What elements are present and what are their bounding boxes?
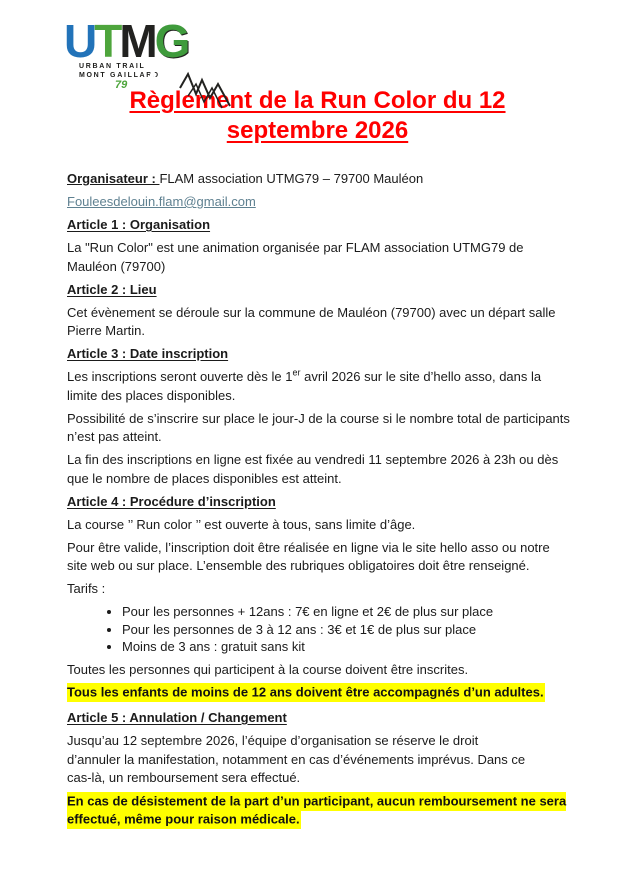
logo-subtitle-line2: MONT GAILLARD [79, 72, 160, 79]
article-3-paragraph-1 [67, 368, 570, 405]
organizer-value: FLAM association UTMG79 – 79700 Mauléon [159, 171, 424, 186]
article-3-heading: Article 3 : Date inscription [67, 346, 229, 361]
tarifs-label: Tarifs : [67, 581, 106, 596]
document-body [0, 170, 635, 829]
logo-letter-g: G [154, 15, 188, 67]
organizer-label: Organisateur : [67, 171, 160, 186]
tarif-item-children: • Pour les personnes de 3 à 12 ans : 3€ et 1€ de plus sur place [122, 621, 570, 639]
logo-subtitle-line1: URBAN TRAIL [79, 63, 146, 70]
logo-letter-t: T [94, 15, 120, 67]
logo-department-number: 79 [115, 79, 128, 91]
article-4-heading: Article 4 : Procédure d’inscription [67, 493, 276, 509]
article-2-paragraph: Cet évènement se déroule sur la commune de Mauléon (79700) avec un départ salle Pierre Martin. [67, 304, 556, 338]
highlighted-text-refund: En cas de désistement de la part d’un participant, aucun remboursement ne sera effectué, même pour raison médicale. [67, 792, 566, 830]
utmg-logo [64, 15, 204, 91]
logo-letter-u: U [64, 15, 95, 67]
article-3-paragraph-3: La fin des inscriptions en ligne est fixée au vendredi 11 septembre 2026 à 23h ou dès que le nombre de places disponibles est atteint. [67, 452, 559, 486]
tarif-item-under3: • Moins de 3 ans : gratuit sans kit [122, 638, 570, 656]
heartbeat-ekg-icon [138, 54, 234, 112]
email-line [67, 193, 570, 212]
article-3-paragraph-2: Possibilité de s’inscrire sur place le jour-J de la course si le nombre total de participants n’est pas atteint. [67, 410, 570, 444]
article-4-paragraph-2: Pour être valide, l’inscription doit être réalisée en ligne via le site hello asso ou notre site web ou sur place. L’ensemble des rubriques obligatoires doit être renseigné. [67, 539, 550, 573]
article-5-heading: Article 5 : Annulation / Changement [67, 710, 287, 725]
page-title: Règlement de la Run Color du 12 septembre 2026 [129, 87, 506, 144]
organizer-line [67, 170, 570, 189]
a3-p1-post: avril 2026 sur le site d’hello asso, dans la limite des places disponibles. [67, 369, 542, 403]
ordinal-superscript: er [292, 367, 301, 378]
article-5-paragraph: Jusqu’au 12 septembre 2026, l’équipe d’organisation se réserve le droit d’annuler la manifestation, notamment en cas d’événements imprévus. Dans ce cas-là, un remboursement sera effectué. [67, 733, 526, 785]
article-1-paragraph: La "Run Color" est une animation organisée par FLAM association UTMG79 de Mauléon (79700) [67, 240, 524, 274]
highlight-paragraph-children [67, 684, 570, 703]
highlight-paragraph-refund [67, 792, 570, 829]
highlighted-text-children: Tous les enfants de moins de 12 ans doivent être accompagnés d’un adultes. [67, 683, 545, 702]
article-4-paragraph-1: La course ’’ Run color ’’ est ouverte à tous, sans limite d’âge. [67, 516, 416, 532]
tarif-item-adults: • Pour les personnes + 12ans : 7€ en ligne et 2€ de plus sur place [122, 603, 570, 621]
article-1-heading: Article 1 : Organisation [67, 217, 211, 232]
email-link[interactable]: Fouleesdelouin.flam@gmail.com [67, 194, 256, 209]
tarifs-list [67, 603, 570, 656]
article-4-paragraph-3: Toutes les personnes qui participent à la course doivent être inscrites. [67, 661, 469, 677]
logo-letter-m: M [119, 15, 155, 67]
article-2-heading: Article 2 : Lieu [67, 281, 157, 297]
a3-p1-pre: Les inscriptions seront ouverte dès le 1 [67, 369, 293, 384]
